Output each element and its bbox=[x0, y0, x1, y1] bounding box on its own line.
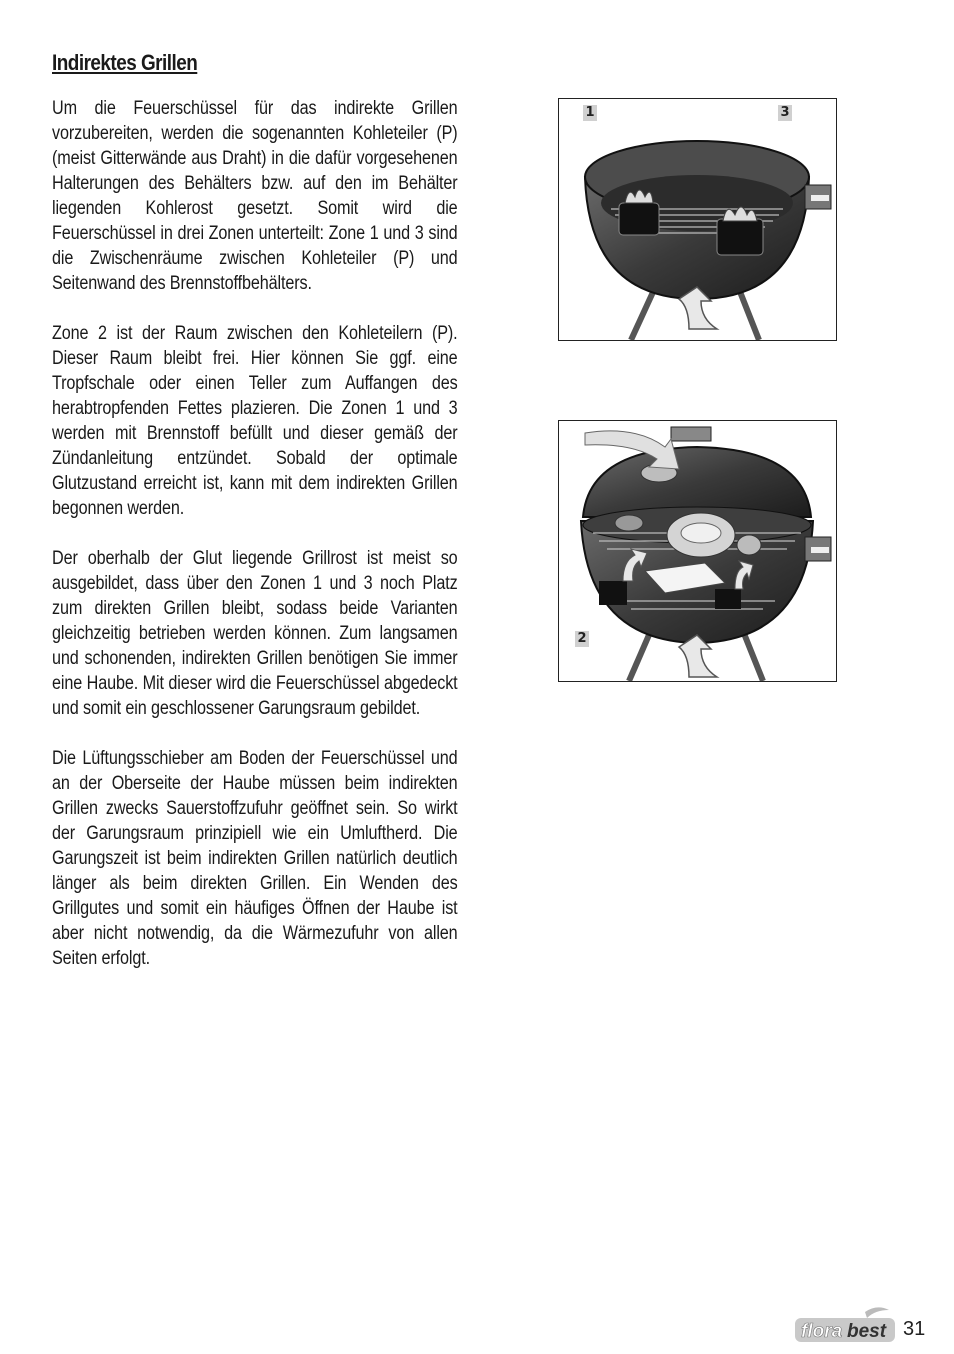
page-number: 31 bbox=[903, 1318, 926, 1340]
zone-label-2: 2 bbox=[575, 631, 589, 647]
paragraph-4: Die Lüftungsschieber am Boden der Feuerschüssel und an der Oberseite der Haube müssen beim indirekten Grillen zwecks Sauerstoffzufuhr geöffnet sein. So wirkt der Garungsraum prinzipiell wie ein Umluftherd. Die Garungszeit ist beim indirekten Grillen natürlich deutlich länger als beim direkten Grillen. Ein Wenden des Grillgutes und somit ein häufiges Öffnen der Haube ist aber nicht notwendig, da die Wärmezufuhr von allen Seiten erfolgt. bbox=[52, 748, 458, 969]
logo-text-flora: flora bbox=[801, 1321, 843, 1342]
section-heading: Indirektes Grillen bbox=[52, 50, 198, 75]
kettle-grill-lid-illustration bbox=[559, 421, 836, 681]
paragraph-1: Um die Feuerschüssel für das indirekte Grillen vorzubereiten, werden die sogenannten Kohleteiler (P) (meist Gitterwände aus Draht) in die dafür vorgesehenen Halterungen des Behälters bzw. auf den im Behälter liegenden Kohlerost gesetzt. Somit wird die Feuerschüssel in drei Zonen unterteilt: Zone 1 und 3 sind die Zwischenräume zwischen Kohleteiler (P) und Seitenwand des Brennstoffbehälters. bbox=[52, 98, 458, 294]
logo-text-best: best bbox=[847, 1321, 887, 1342]
figure-kettle-lid-dripping-pan bbox=[558, 420, 837, 682]
florabest-logo bbox=[795, 1306, 895, 1344]
zone-label-3: 3 bbox=[778, 105, 792, 121]
paragraph-2: Zone 2 ist der Raum zwischen den Kohleteilern (P). Dieser Raum bleibt frei. Hier können Sie ggf. eine Tropfschale oder einen Teller zum Auffangen des herabtropfenden Fettes plazieren. Die Zonen 1 und 3 werden mit Brennstoff befüllt und dieser gemäß der Zündanleitung entzündet. Sobald der optimale Glutzustand erreicht ist, kann mit dem indirekten Grillen begonnen werden. bbox=[52, 323, 458, 519]
kettle-grill-illustration bbox=[559, 99, 836, 340]
zone-label-1: 1 bbox=[583, 105, 597, 121]
paragraph-3: Der oberhalb der Glut liegende Grillrost ist meist so ausgebildet, dass über den Zonen 1 und 3 noch Platz zum direkten Grillen bleibt, sodass beide Varianten gleichzeitig betrieben werden können. Zum langsamen und schonenden, indirekten Grillen benötigen Sie immer eine Haube. Mit dieser wird die Feuerschüssel abgedeckt und somit ein geschlossener Garungsraum gebildet. bbox=[52, 548, 458, 719]
figure-kettle-zones bbox=[558, 98, 837, 341]
body-text bbox=[52, 96, 458, 996]
